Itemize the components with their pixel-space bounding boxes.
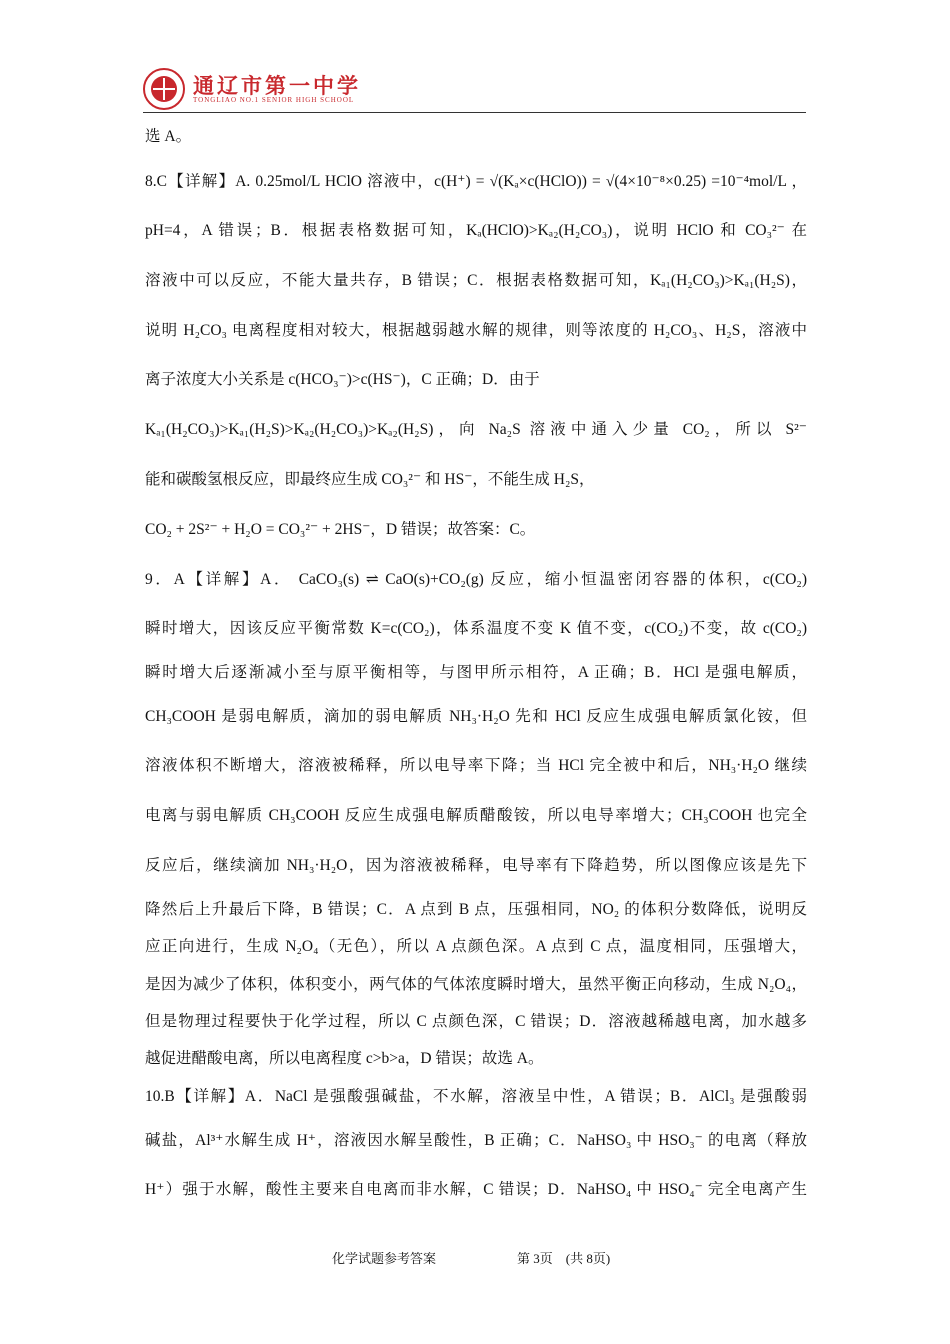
text-line: 8.C【详解】A. 0.25mol/L HClO 溶液中，c(H⁺) = √(Kₐ×c(HClO)) = √(4×10⁻⁸×0.25) =10⁻⁴mol/L ，: [145, 173, 807, 190]
text-line: 说明 H₂CO₃ 电离程度相对较大，根据越弱越水解的规律，则等浓度的 H₂CO₃、H₂S，溶液中: [145, 322, 807, 339]
text-line: 但是物理过程要快于化学过程，所以 C 点颜色深，C 错误；D．溶液越稀越电离，加水越多: [145, 1013, 807, 1030]
header-divider: [143, 112, 806, 113]
text-line: 碱盐，Al³⁺水解生成 H⁺，溶液因水解呈酸性，B 正确；C．NaHSO₃ 中 HSO₃⁻ 的电离（释放: [145, 1132, 807, 1149]
school-name: 通辽市第一中学: [193, 74, 361, 98]
text-line: 10.B【详解】A．NaCl 是强酸强碱盐，不水解，溶液呈中性，A 错误；B．AlCl₃ 是强酸弱: [145, 1088, 807, 1105]
text-line: 选 A。: [145, 128, 192, 145]
school-logo-icon: [143, 68, 185, 110]
text-line: 溶液中可以反应，不能大量共存，B 错误；C．根据表格数据可知，Kₐ₁(H₂CO₃)>Kₐ₁(H₂S)，: [145, 272, 807, 289]
text-line: 能和碳酸氢根反应，即最终应生成 CO₃²⁻ 和 HS⁻，不能生成 H₂S，: [145, 471, 595, 488]
school-name-en: TONGLIAO NO.1 SENIOR HIGH SCHOOL: [193, 96, 355, 104]
text-line: H⁺）强于水解，酸性主要来自电离而非水解，C 错误；D．NaHSO₄ 中 HSO₄⁻ 完全电离产生: [145, 1181, 807, 1198]
footer-title: 化学试题参考答案: [332, 1251, 437, 1266]
text-line: 应正向进行，生成 N₂O₄（无色），所以 A 点颜色深。A 点到 C 点，温度相同，压强增大，: [145, 938, 807, 955]
text-line: CO₂ + 2S²⁻ + H₂O = CO₃²⁻ + 2HS⁻，D 错误；故答案：C。: [145, 521, 536, 538]
text-line: CH₃COOH 是弱电解质，滴加的弱电解质 NH₃·H₂O 先和 HCl 反应生成强电解质氯化铵，但: [145, 708, 807, 725]
text-line: 瞬时增大，因该反应平衡常数 K=c(CO₂)，体系温度不变 K 值不变，c(CO₂)不变，故 c(CO₂): [145, 620, 807, 637]
text-line: 离子浓度大小关系是 c(HCO₃⁻)>c(HS⁻)，C 正确；D．由于: [145, 371, 540, 388]
text-line: 溶液体积不断增大，溶液被稀释，所以电导率下降；当 HCl 完全被中和后，NH₃·H₂O 继续: [145, 757, 807, 774]
page-number: 第 3页 (共 8页): [517, 1251, 611, 1266]
text-line: 电离与弱电解质 CH₃COOH 反应生成强电解质醋酸铵，所以电导率增大；CH₃COOH 也完全: [145, 807, 807, 824]
text-line: 瞬时增大后逐渐减小至与原平衡相等，与图甲所示相符，A 正确；B．HCl 是强电解质，: [145, 664, 807, 681]
text-line: pH=4，A 错误；B．根据表格数据可知，Kₐ(HClO)>Kₐ₂(H₂CO₃)，说明 HClO 和 CO₃²⁻ 在: [145, 222, 807, 239]
text-line: 越促进醋酸电离，所以电离程度 c>b>a，D 错误；故选 A。: [145, 1050, 544, 1067]
text-line: Kₐ₁(H₂CO₃)>Kₐ₁(H₂S)>Kₐ₂(H₂CO₃)>Kₐ₂(H₂S)，向 Na₂S 溶液中通入少量 CO₂，所以 S²⁻: [145, 421, 807, 438]
text-line: 是因为减少了体积，体积变小，两气体的气体浓度瞬时增大，虽然平衡正向移动，生成 N₂O₄，: [145, 976, 807, 993]
text-line: 降然后上升最后下降，B 错误；C．A 点到 B 点，压强相同，NO₂ 的体积分数降低，说明反: [145, 901, 807, 918]
text-line: 反应后，继续滴加 NH₃·H₂O，因为溶液被稀释，电导率有下降趋势，所以图像应该是先下: [145, 857, 807, 874]
text-line: 9．A【详解】A． CaCO₃(s) ⇌ CaO(s)+CO₂(g) 反应，缩小恒温密闭容器的体积，c(CO₂): [145, 571, 807, 588]
